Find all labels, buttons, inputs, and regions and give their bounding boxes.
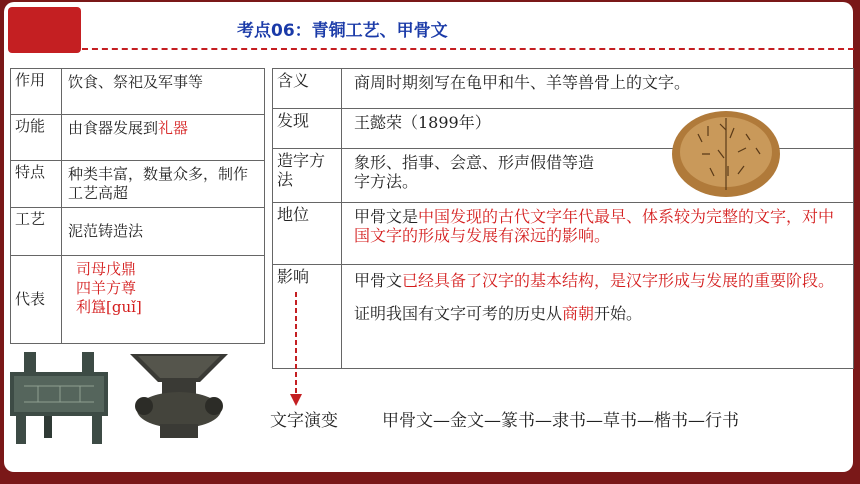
table-row [11,161,265,208]
value-text: 甲骨文是 [354,207,419,226]
value-highlight: 中国发现的古代文字年代最早、体系较为完整的文字，对中国文字的形成与发展有深远的影响。 [354,207,835,245]
row-value [62,115,265,161]
list-item: 司母戊鼎 [76,260,137,278]
table-row [11,69,265,115]
table-row [11,208,265,256]
table-row [11,115,265,161]
table-row [11,256,265,344]
row-key: 特点 [11,161,62,208]
row-value: 泥范铸造法 [62,208,265,256]
evolution-sequence: 甲骨文—金文—篆书—隶书—草书—楷书—行书 [382,411,739,431]
influence-line-1 [354,271,841,290]
row-key: 工艺 [11,208,62,256]
table-row [273,69,854,109]
row-key: 影响 [273,265,342,369]
value-text: 甲骨文 [354,271,403,290]
row-key: 含义 [273,69,342,109]
value-highlight: 商朝 [562,304,595,323]
list-item: 四羊方尊 [76,279,137,297]
bronze-table [10,68,265,344]
value-highlight: 已经具备了汉字的基本结构，是汉字形成与发展的重要阶段。 [402,271,835,290]
representatives-list [62,256,265,344]
row-key: 功能 [11,115,62,161]
header-badge [8,7,81,53]
row-value [342,203,854,265]
value-text: 证明我国有文字可考的历史从 [354,304,563,323]
row-key: 地位 [273,203,342,265]
oracle-bone-image [668,104,784,200]
row-value [342,265,854,369]
title-divider [82,48,854,50]
row-key: 发现 [273,109,342,149]
value-text: 由食器发展到 [68,119,159,137]
slide [4,2,853,472]
row-value: 王懿荣（1899年） [342,109,854,149]
evolution-label: 文字演变 [270,411,338,431]
row-key: 造字方法 [273,149,342,203]
list-item: 利簋[guǐ] [76,298,142,316]
row-value: 商周时期刻写在龟甲和牛、羊等兽骨上的文字。 [342,69,854,109]
down-arrow-icon [290,292,302,408]
row-key: 作用 [11,69,62,115]
value-text: 开始。 [594,304,643,323]
table-row [273,265,854,369]
row-value: 种类丰富，数量众多，制作工艺高超 [62,161,265,208]
row-key: 代表 [11,256,62,344]
zun-image [124,348,234,440]
page-title: 考点06：青铜工艺、甲骨文 [237,21,448,41]
value-highlight: 礼器 [158,119,189,137]
ding-image [4,346,116,446]
table-row [273,203,854,265]
row-value: 象形、指事、会意、形声假借等造字方法。 [342,149,854,203]
row-value: 饮食、祭祀及军事等 [62,69,265,115]
influence-line-2 [354,304,841,323]
